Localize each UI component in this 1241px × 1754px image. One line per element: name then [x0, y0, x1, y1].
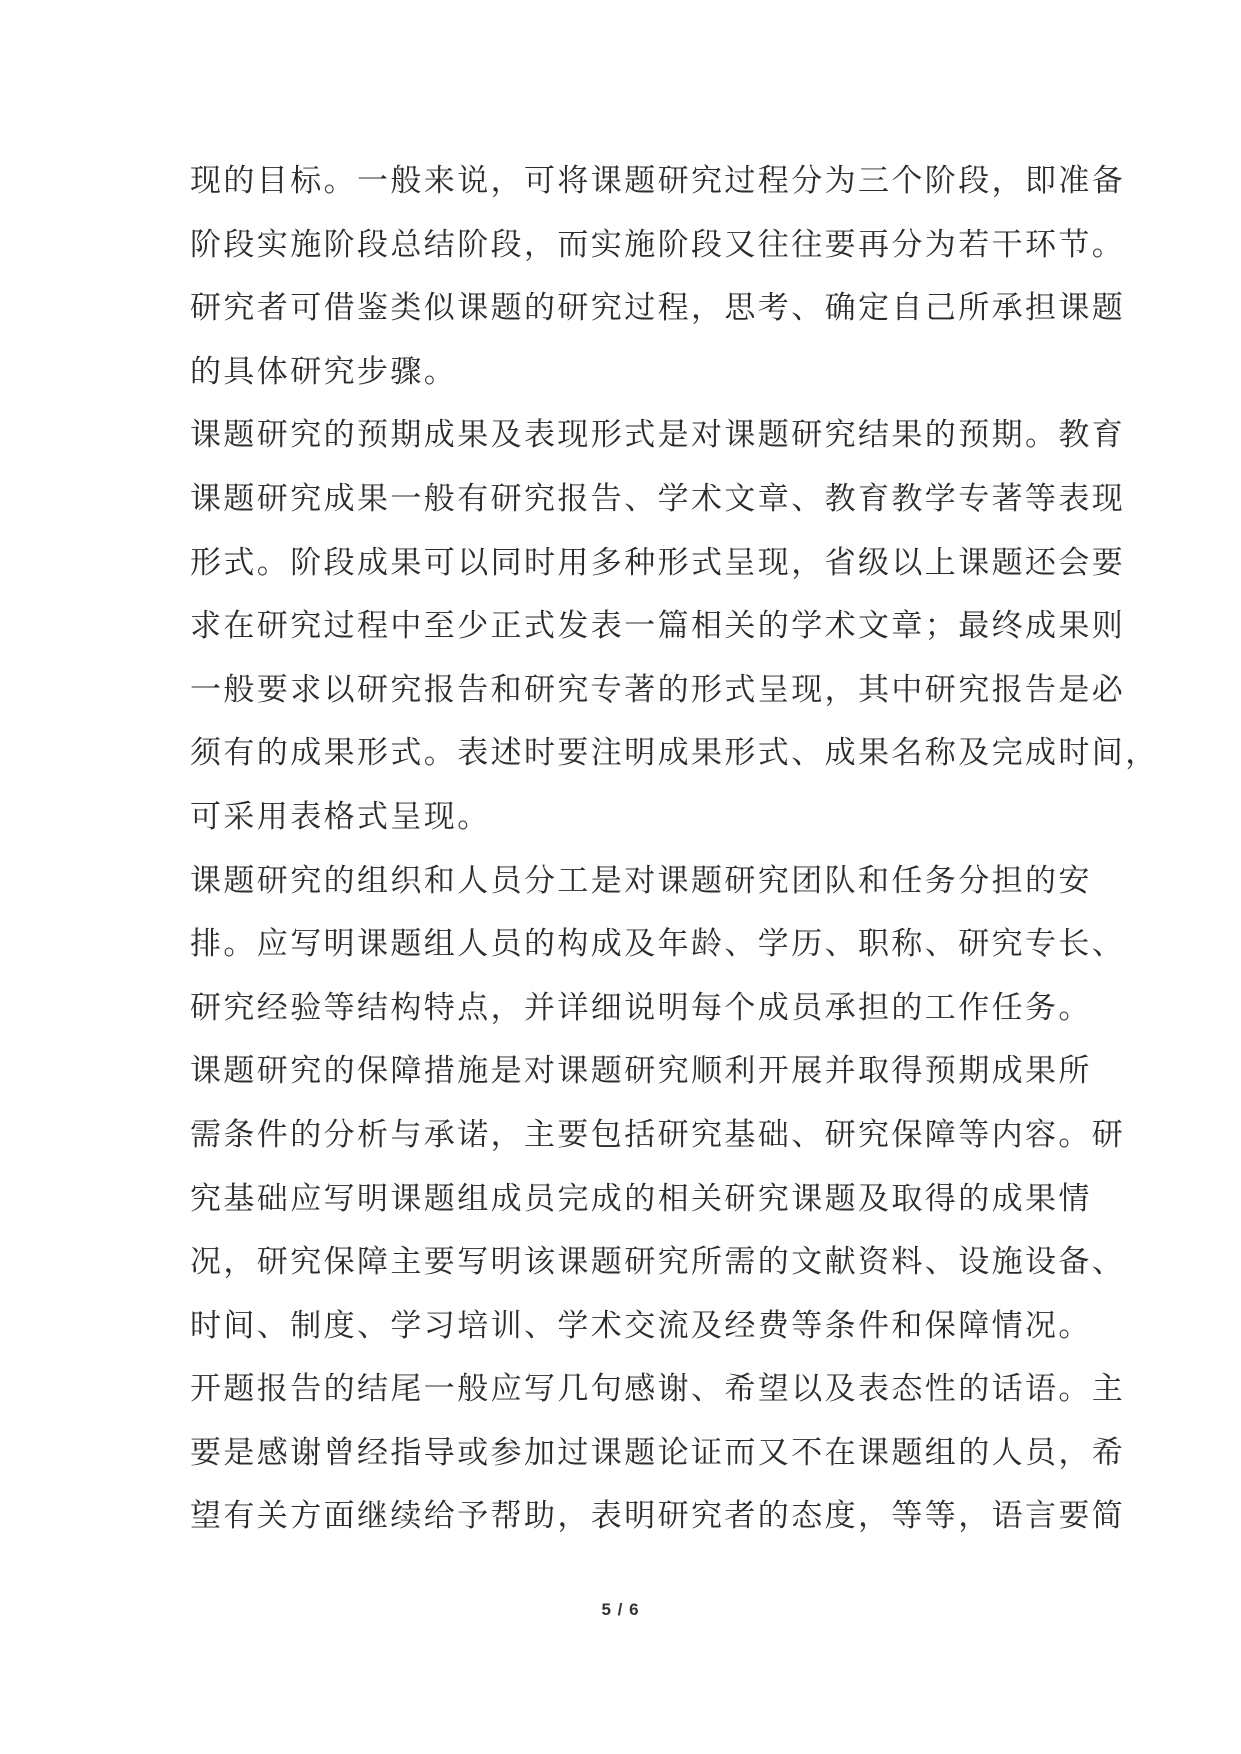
text-line: 课题研究的组织和人员分工是对课题研究团队和任务分担的安 — [190, 862, 1092, 899]
text-line: 课题研究的预期成果及表现形式是对课题研究结果的预期。教育 — [190, 417, 1126, 454]
text-line: 研究者可借鉴类似课题的研究过程，思考、确定自己所承担课题 — [190, 290, 1126, 327]
text-line: 阶段实施阶段总结阶段，而实施阶段又往往要再分为若干环节。 — [190, 226, 1126, 263]
text-line: 一般要求以研究报告和研究专著的形式呈现，其中研究报告是必 — [190, 671, 1126, 708]
text-line: 要是感谢曾经指导或参加过课题论证而又不在课题组的人员，希 — [190, 1434, 1126, 1471]
text-line: 需条件的分析与承诺，主要包括研究基础、研究保障等内容。研 — [190, 1116, 1126, 1153]
text-line: 的具体研究步骤。 — [190, 353, 458, 390]
text-line: 望有关方面继续给予帮助，表明研究者的态度，等等，语言要简 — [190, 1498, 1126, 1535]
text-line: 须有的成果形式。表述时要注明成果形式、成果名称及完成时间， — [190, 735, 1159, 772]
text-line: 开题报告的结尾一般应写几句感谢、希望以及表态性的话语。主 — [190, 1371, 1126, 1408]
text-line: 排。应写明课题组人员的构成及年龄、学历、职称、研究专长、 — [190, 926, 1126, 963]
text-line: 现的目标。一般来说，可将课题研究过程分为三个阶段，即准备 — [190, 163, 1126, 199]
text-line: 况，研究保障主要写明该课题研究所需的文献资料、设施设备、 — [190, 1244, 1126, 1281]
text-line: 可采用表格式呈现。 — [190, 798, 491, 835]
text-line: 研究经验等结构特点，并详细说明每个成员承担的工作任务。 — [190, 989, 1092, 1026]
page-number: 5 / 6 — [601, 1600, 640, 1619]
text-line: 时间、制度、学习培训、学术交流及经费等条件和保障情况。 — [190, 1307, 1092, 1344]
text-line: 求在研究过程中至少正式发表一篇相关的学术文章；最终成果则 — [190, 608, 1126, 645]
body-text — [190, 150, 1159, 1549]
text-line: 形式。阶段成果可以同时用多种形式呈现，省级以上课题还会要 — [190, 544, 1126, 581]
text-line: 课题研究成果一般有研究报告、学术文章、教育教学专著等表现 — [190, 480, 1126, 517]
text-line: 课题研究的保障措施是对课题研究顺利开展并取得预期成果所 — [190, 1053, 1092, 1090]
text-line: 究基础应写明课题组成员完成的相关研究课题及取得的成果情 — [190, 1180, 1092, 1217]
